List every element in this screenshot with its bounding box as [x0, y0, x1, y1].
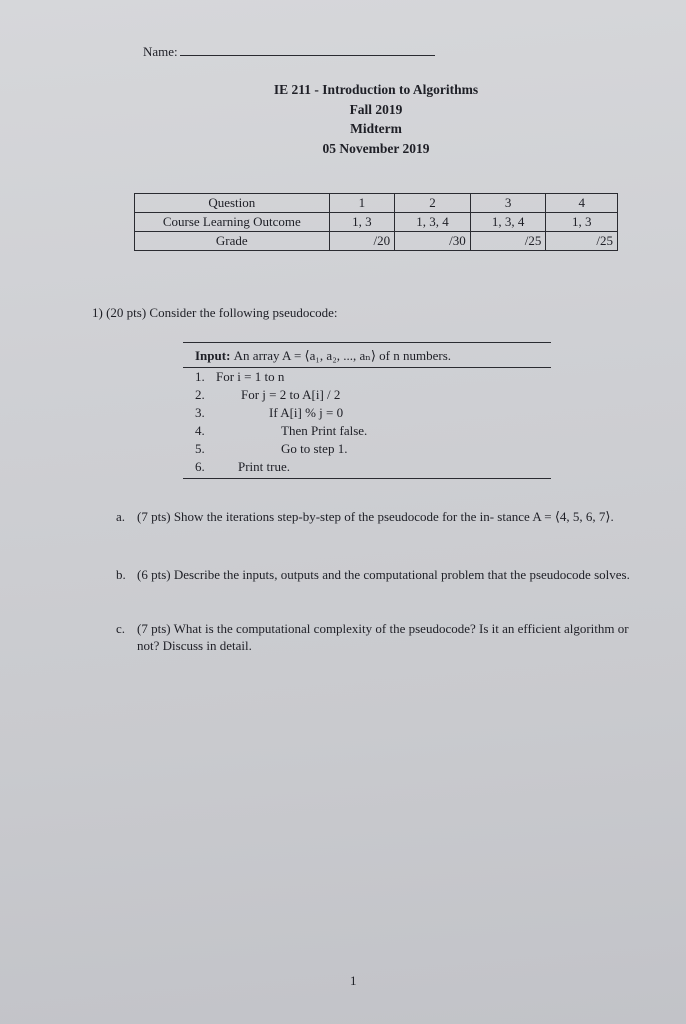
- line-text: Go to step 1.: [281, 441, 348, 456]
- name-field: [143, 44, 435, 60]
- line-number: 2.: [195, 387, 205, 402]
- pseudocode-line: [183, 458, 551, 476]
- table-cell: 1: [329, 194, 395, 213]
- algorithm-input: [183, 343, 551, 368]
- line-text: If A[i] % j = 0: [269, 405, 344, 420]
- question-number: 1): [92, 305, 103, 320]
- table-cell: 4: [546, 194, 618, 213]
- line-number: 4.: [195, 423, 205, 438]
- grade-table: [134, 193, 618, 251]
- row-label: Question: [135, 194, 330, 213]
- bottom-rule: [183, 478, 551, 479]
- pseudocode-line: [183, 404, 551, 422]
- input-text: An array A = ⟨a₁, a₂, ..., aₙ⟩ of n numbers.: [233, 348, 452, 363]
- table-cell: 1, 3: [546, 213, 618, 232]
- pseudocode-line: [183, 440, 551, 458]
- subquestion-label: a.: [116, 509, 126, 524]
- line-text: For i = 1 to n: [216, 369, 285, 384]
- line-text: For j = 2 to A[i] / 2: [241, 387, 341, 402]
- question-1: [92, 305, 338, 321]
- table-cell: 1, 3, 4: [470, 213, 546, 232]
- subquestion-b: [116, 566, 636, 583]
- question-text: (20 pts) Consider the following pseudocode:: [106, 305, 338, 320]
- grade-cell: /25: [470, 232, 546, 251]
- pseudocode-line: [183, 422, 551, 440]
- pseudocode-block: [183, 342, 551, 479]
- subquestion-label: b.: [116, 567, 126, 582]
- line-number: 5.: [195, 441, 205, 456]
- table-row: [135, 213, 618, 232]
- exam-type: Midterm: [350, 121, 402, 136]
- name-blank-line: [180, 54, 435, 56]
- course-title: IE 211 - Introduction to Algorithms: [273, 82, 479, 97]
- line-number: 1.: [195, 369, 205, 384]
- exam-date: 05 November 2019: [322, 140, 430, 156]
- input-label: Input:: [195, 348, 231, 363]
- table-cell: 1, 3, 4: [395, 213, 471, 232]
- exam-header: [200, 80, 552, 158]
- subquestion-text: (7 pts) Show the iterations step-by-step of the pseudocode for the in- stance A = ⟨4, 5, 6, 7⟩.: [137, 509, 614, 524]
- table-row: [135, 232, 618, 251]
- row-label: Course Learning Outcome: [135, 213, 330, 232]
- table-cell: 3: [470, 194, 546, 213]
- table-cell: 2: [395, 194, 471, 213]
- name-label: Name:: [143, 44, 178, 59]
- page-number: 1: [350, 973, 357, 988]
- exam-term: Fall 2019: [349, 101, 403, 117]
- subquestion-c: [116, 620, 636, 654]
- line-text: Print true.: [238, 459, 290, 474]
- grade-cell: /20: [329, 232, 395, 251]
- subquestion-a: [116, 508, 636, 525]
- pseudocode-line: [183, 386, 551, 404]
- subquestion-text: (6 pts) Describe the inputs, outputs and the computational problem that the pseudocode solves.: [137, 567, 630, 582]
- row-label: Grade: [135, 232, 330, 251]
- subquestion-label: c.: [116, 621, 126, 636]
- line-number: 3.: [195, 405, 205, 420]
- table-row: [135, 194, 618, 213]
- line-text: Then Print false.: [281, 423, 368, 438]
- pseudocode-line: [183, 368, 551, 386]
- line-number: 6.: [195, 459, 205, 474]
- table-cell: 1, 3: [329, 213, 395, 232]
- grade-cell: /30: [395, 232, 471, 251]
- subquestion-text: (7 pts) What is the computational complexity of the pseudocode? Is it an efficient algorithm or not? Discuss in detail.: [137, 621, 629, 653]
- grade-cell: /25: [546, 232, 618, 251]
